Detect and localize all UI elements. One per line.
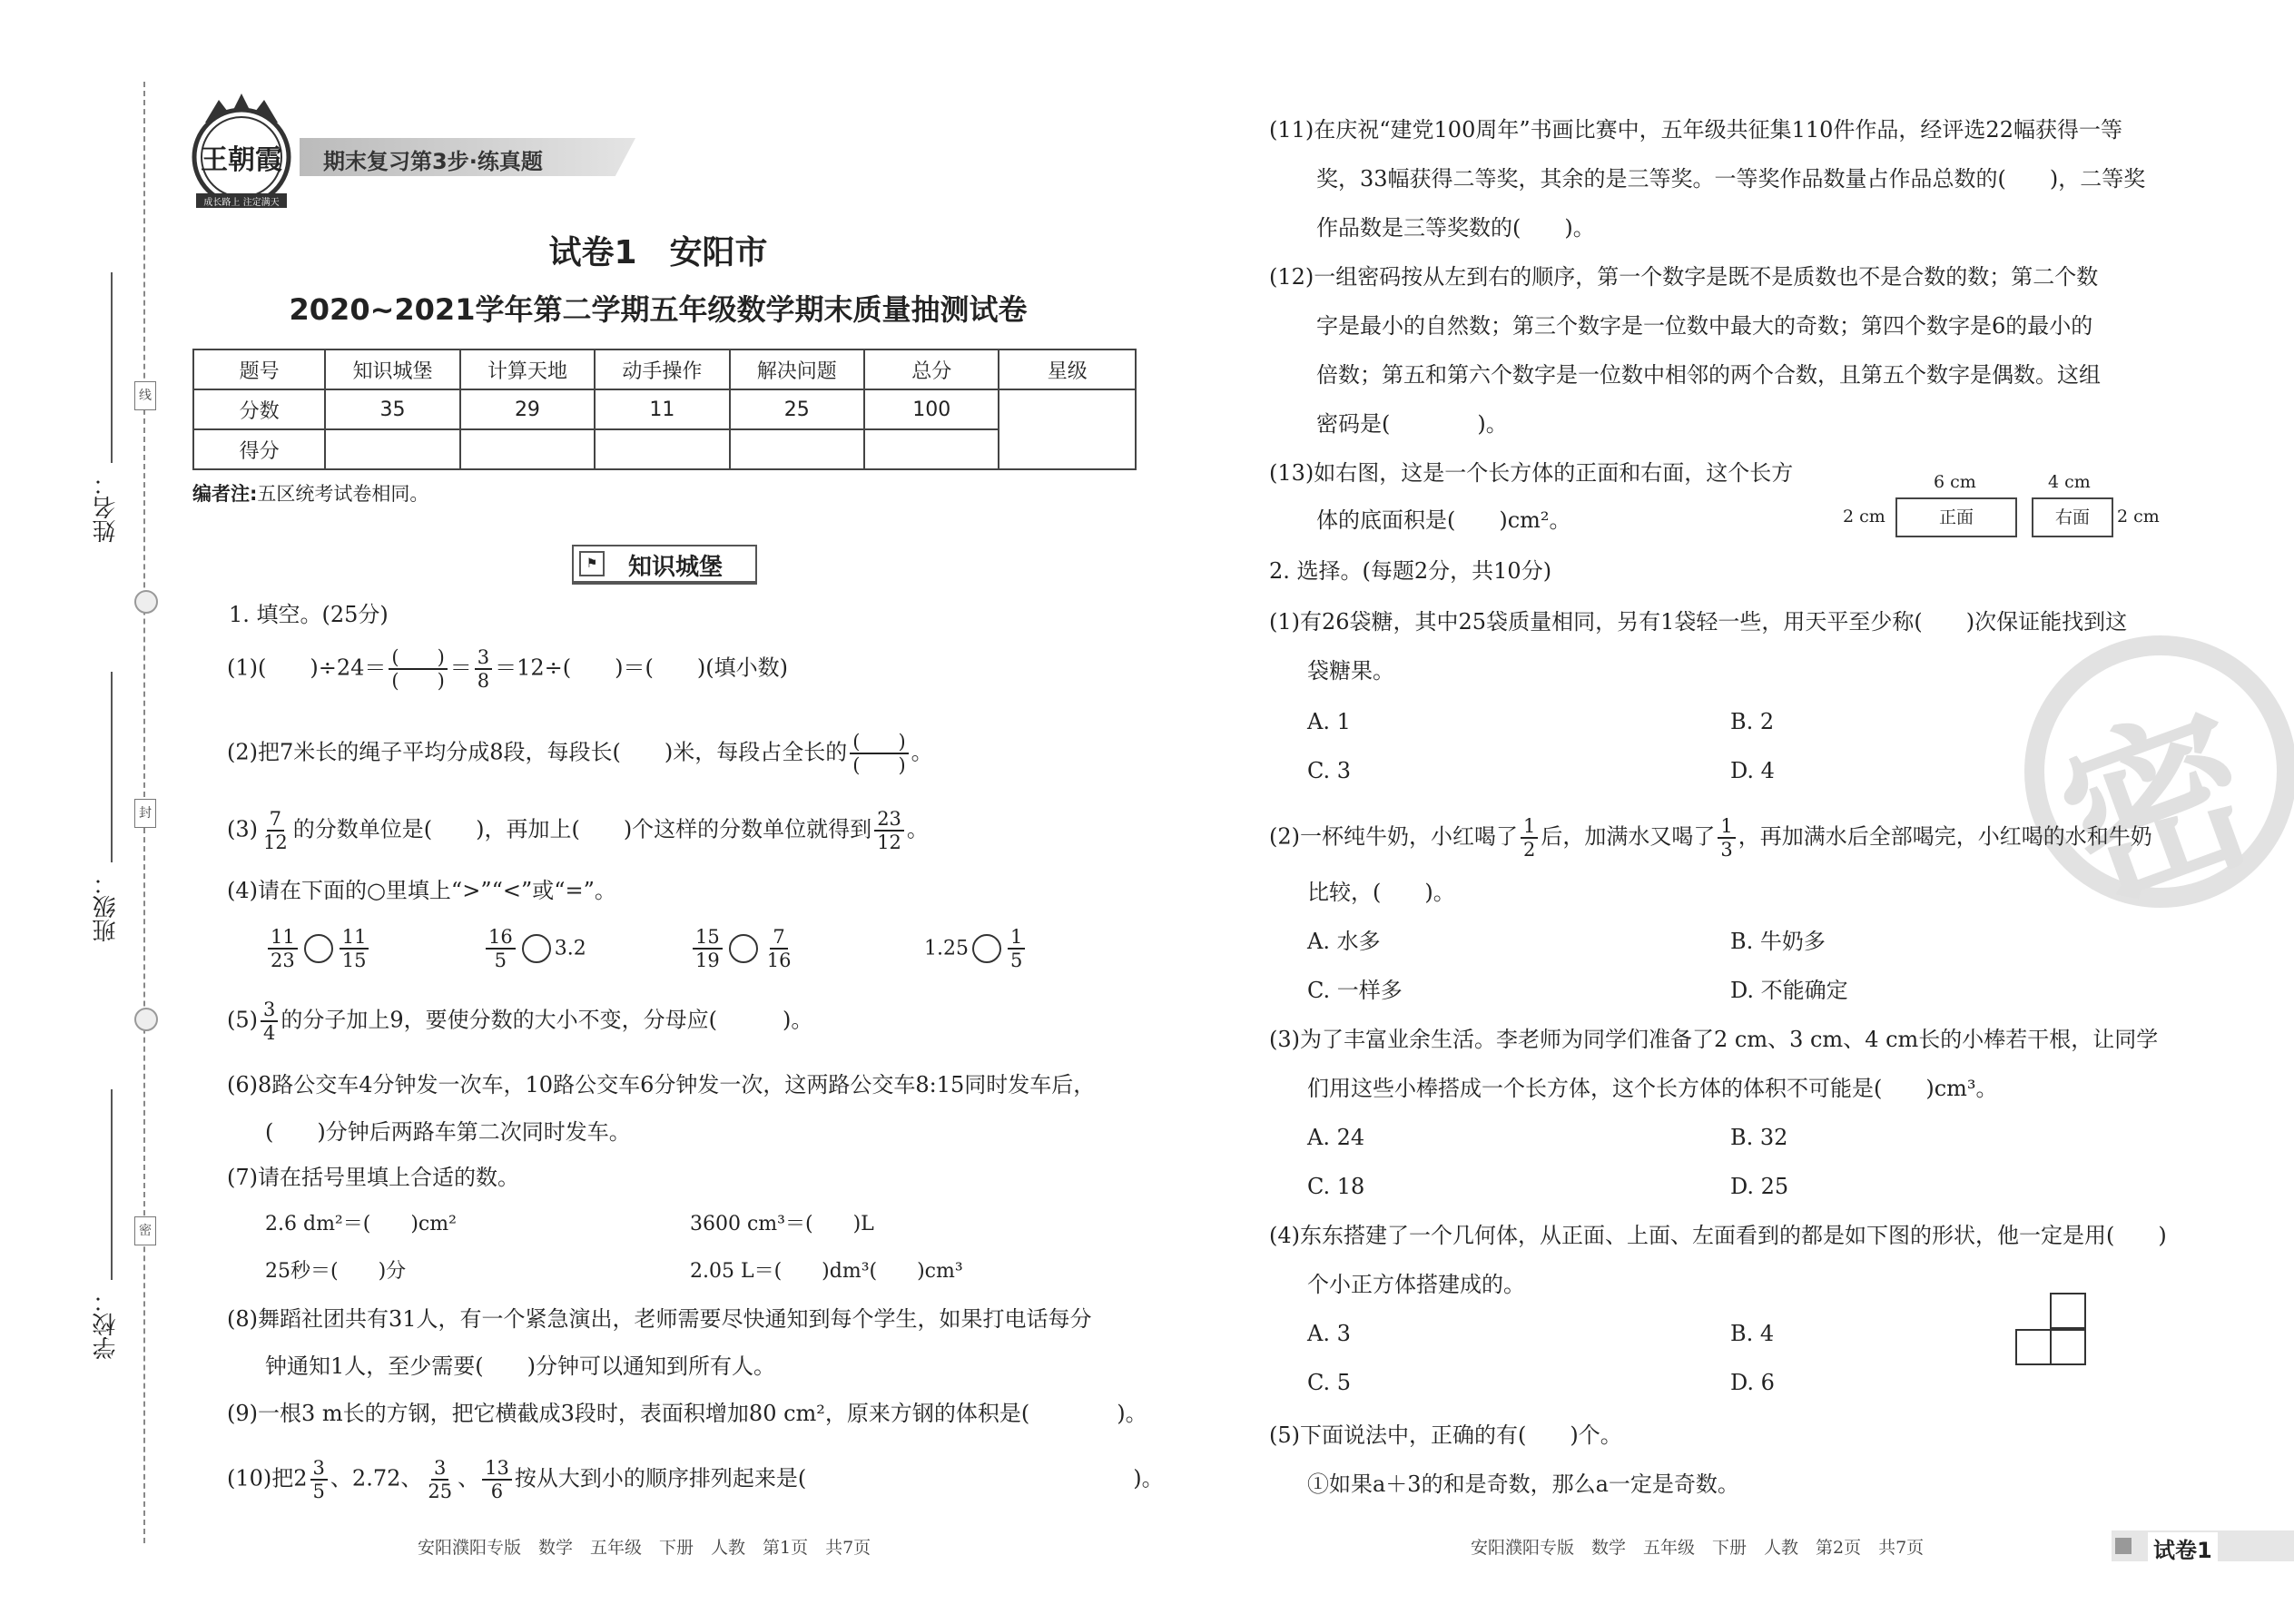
school-blank [111,1089,113,1280]
c2-line2: 比较，( )。 [1307,880,1455,905]
q1-4: (4)请在下面的○里填上“>”“<”或“=”。 [227,878,616,903]
q11-line3: 作品数是三等奖数的( )。 [1316,215,1595,241]
row-label: 分数 [193,389,325,429]
table-header: 动手操作 [595,349,729,389]
corner-marker [2112,1530,2294,1561]
table-header: 题号 [193,349,325,389]
c4-line2: 个小正方体搭建成的。 [1307,1272,1525,1297]
q1-6-line1: (6)8路公交车4分钟发一次车，10路公交车6分钟发一次，这两路公交车8:15同时发车后， [227,1072,1096,1097]
corner-label: 试卷1 [2148,1532,2218,1564]
binding-tag-seal: 封 [134,799,156,828]
compare-circle[interactable] [729,934,758,963]
q1-title: 1. 填空。(25分) [229,602,389,627]
class-blank [111,672,113,862]
q1-1: (1)( )÷24＝ $\frac{( )}{( )}$ ＝ $\frac{3}{8}$ ＝12÷( )＝( )(填小数) [227,646,788,692]
table-cell: 29 [460,389,595,429]
q1-7-item: 2.05 L＝( )dm³( )cm³ [690,1260,963,1283]
c5-statement-1: ①如果a＋3的和是奇数，那么a一定是奇数。 [1307,1471,1739,1497]
left-footer: 安阳濮阳专版 数学 五年级 下册 人教 第1页 共7页 [418,1538,871,1558]
q12-line2: 字是最小的自然数；第三个数字是一位数中最大的奇数；第四个数字是6的最小的 [1316,313,2093,339]
front-face: 正面 [1895,497,2017,537]
q11-line1: (11)在庆祝“建党100周年”书画比赛中，五年级共征集110件作品，经评选22幅获得一等 [1269,117,2122,143]
table-cell [864,429,999,469]
c1-line1: (1)有26袋糖，其中25袋质量相同，另有1袋轻一些，用天平至少称( )次保证能找到这 [1269,609,2128,635]
binding-hole-1 [134,590,158,614]
option[interactable]: B. 4 [1730,1321,1775,1346]
secret-watermark [2024,635,2294,940]
right-width-label: 4 cm [2048,472,2091,492]
option[interactable]: C. 5 [1307,1370,1352,1395]
table-cell: 100 [864,389,999,429]
q1-7-item: 2.6 dm²＝( )cm² [265,1213,457,1235]
compare-circle[interactable] [972,934,1001,963]
c3-line1: (3)为了丰富业余生活。李老师为同学们准备了2 cm、3 cm、4 cm长的小棒若干根，让同学 [1269,1027,2159,1052]
option[interactable]: A. 3 [1307,1321,1351,1346]
compare-item: $\frac{15}{19}$ $\frac{7}{16}$ [690,926,796,971]
compare-circle[interactable] [304,934,333,963]
binding-tag-secret: 密 [134,1216,156,1245]
q1-2: (2)把7米长的绳子平均分成8段，每段长( )米，每段占全长的 $\frac{( )}{( )}$ 。 [227,731,933,776]
c2-line1: (2)一杯纯牛奶，小红喝了 $\frac{1}{2}$ 后，加满水又喝了 $\frac{1}{3}$ ，再加满水后全部喝完，小红喝的水和牛奶 [1269,815,2152,861]
option[interactable]: C. 3 [1307,758,1352,783]
q1-8-line1: (8)舞蹈社团共有31人，有一个紧急演出，老师需要尽快通知到每个学生，如果打电话每分 [227,1306,1092,1332]
table-cell: 35 [325,389,459,429]
section-title: 知识城堡 [628,554,724,581]
section-badge [572,545,757,585]
note-text: 五区统考试卷相同。 [257,483,429,505]
q1-7-item: 3600 cm³＝( )L [690,1213,874,1235]
page-title: 试卷1 安阳市 [548,234,768,271]
q1-7: (7)请在括号里填上合适的数。 [227,1165,519,1190]
right-face: 右面 [2032,497,2113,537]
option[interactable]: B. 牛奶多 [1730,929,1826,954]
castle-icon: ⚑ [579,551,605,576]
table-cell [595,429,729,469]
banner-text: 期末复习第3步·练真题 [323,149,543,174]
compare-circle[interactable] [522,934,551,963]
binding-tag-line: 线 [134,381,156,410]
q12-line3: 倍数；第五和第六个数字是一位数中相邻的两个合数，且第五个数字是偶数。这组 [1316,362,2101,388]
option[interactable]: A. 1 [1307,709,1351,734]
right-footer: 安阳濮阳专版 数学 五年级 下册 人教 第2页 共7页 [1471,1538,1925,1558]
watermark-text: 密 [2036,676,2280,940]
option[interactable]: D. 不能确定 [1730,978,1848,1003]
q1-3: (3) $\frac{7}{12}$ 的分数单位是( )，再加上( )个这样的分数单位就得到 $\frac{23}{12}$ 。 [227,808,929,853]
c4-line1: (4)东东搭建了一个几何体，从正面、上面、左面看到的都是如下图的形状，他一定是用( ) [1269,1223,2167,1248]
option[interactable]: D. 25 [1730,1174,1789,1199]
front-width-label: 6 cm [1934,472,1976,492]
star-cell [999,389,1136,469]
option[interactable]: A. 水多 [1307,929,1381,954]
note-label: 编者注: [192,483,258,505]
c1-line2: 袋糖果。 [1307,658,1394,684]
score-table-header-row [193,349,1136,389]
q12-line1: (12)一组密码按从左到右的顺序，第一个数字是既不是质数也不是合数的数；第二个数 [1269,264,2099,290]
table-cell [325,429,459,469]
table-header: 解决问题 [730,349,864,389]
option[interactable]: B. 2 [1730,709,1775,734]
brand-motto: 成长路上 注定满天 [203,198,280,208]
q2-title: 2. 选择。(每题2分，共10分) [1269,558,1552,584]
school-label: 学校： [93,1289,120,1360]
compare-item: $\frac{16}{5}$ 3.2 [483,926,586,971]
q13-line2: 体的底面积是( )cm²。 [1316,507,1571,533]
option[interactable]: B. 32 [1730,1125,1788,1150]
table-header: 计算天地 [460,349,595,389]
table-header: 总分 [864,349,999,389]
right-height-label: 2 cm [2117,507,2160,527]
corner-squares [2115,1538,2132,1554]
brand-name: 王朝霞 [201,144,282,176]
table-header: 知识城堡 [325,349,459,389]
row-label: 得分 [193,429,325,469]
q1-9: (9)一根3 m长的方钢，把它横截成3段时，表面积增加80 cm²，原来方钢的体积是( )。 [227,1401,1147,1426]
q1-7-item: 25秒＝( )分 [265,1260,407,1283]
q12-line4: 密码是( )。 [1316,411,1508,437]
table-header: 星级 [999,349,1136,389]
brand-logo [178,86,305,213]
table-cell: 25 [730,389,864,429]
option[interactable]: C. 一样多 [1307,978,1403,1003]
option[interactable]: A. 24 [1307,1125,1365,1150]
q13-line1: (13)如右图，这是一个长方体的正面和右面，这个长方 [1269,460,1794,486]
front-height-label: 2 cm [1843,507,1885,527]
option[interactable]: C. 18 [1307,1174,1365,1199]
table-cell [460,429,595,469]
name-label: 姓名： [93,472,120,543]
q1-5: (5) $\frac{3}{4}$ 的分子加上9，要使分数的大小不变，分母应( )。 [227,999,813,1044]
score-table-row [193,389,1136,429]
editor-note [192,479,428,507]
table-cell [730,429,864,469]
option[interactable]: D. 6 [1730,1370,1775,1395]
q1-10: (10)把2 $\frac{3}{5}$ 、2.72、 $\frac{3}{25}$ 、 $\frac{13}{6}$ 按从大到小的顺序排列起来是( )。 [227,1457,1164,1502]
class-label: 班级： [93,871,120,942]
cube-view-figure [2013,1293,2088,1367]
cuboid-face-figure [1843,472,2170,545]
compare-item: 1.25 $\frac{1}{5}$ [924,926,1028,971]
option[interactable]: D. 4 [1730,758,1775,783]
score-table [192,349,1137,470]
c5-title: (5)下面说法中，正确的有( )个。 [1269,1422,1622,1448]
compare-item: $\frac{11}{23}$ $\frac{11}{15}$ [265,926,371,971]
q1-8-line2: 钟通知1人，至少需要( )分钟可以通知到所有人。 [265,1353,775,1379]
name-blank [111,272,113,463]
binding-hole-2 [134,1008,158,1031]
table-cell: 11 [595,389,729,429]
score-table-row [193,429,1136,469]
c3-line2: 们用这些小棒搭成一个长方体，这个长方体的体积不可能是( )cm³。 [1307,1076,1998,1101]
page-subtitle: 2020~2021学年第二学期五年级数学期末质量抽测试卷 [289,292,1028,327]
q1-6-line2: ( )分钟后两路车第二次同时发车。 [265,1119,631,1145]
q11-line2: 奖，33幅获得二等奖，其余的是三等奖。一等奖作品数量占作品总数的( )，二等奖 [1316,166,2146,192]
